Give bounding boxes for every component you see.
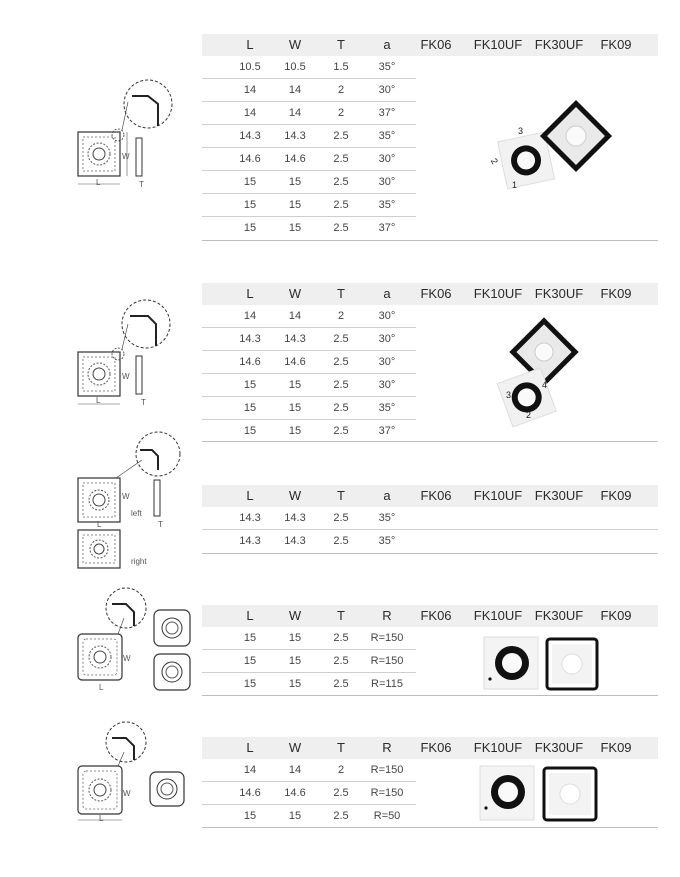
grade-fk09: FK09 [600, 740, 632, 755]
dim-label-t: T [141, 398, 146, 407]
col-a: a [383, 37, 391, 52]
cell-a: 37° [378, 107, 396, 119]
grade-fk30uf: FK30UF [534, 286, 584, 301]
col-w: W [288, 608, 302, 623]
cell-a: 35° [378, 512, 396, 524]
dim-label-w: W [122, 152, 130, 161]
dim-label-t: T [139, 180, 144, 189]
cell-t: 2.5 [333, 153, 349, 165]
cell-a: 35° [378, 402, 396, 414]
cell-w: 15 [288, 632, 302, 644]
cell-a: 30° [378, 333, 396, 345]
left-label: left [131, 509, 142, 518]
cell-w: 14 [288, 764, 302, 776]
dim-label-w: W [122, 492, 130, 501]
cell-w: 15 [288, 655, 302, 667]
cell-w: 14.3 [284, 333, 306, 345]
col-t: T [337, 488, 345, 503]
cell-l: 14.3 [239, 535, 261, 547]
cell-w: 15 [288, 425, 302, 437]
col-w: W [288, 488, 302, 503]
grade-fk06: FK06 [420, 608, 452, 623]
grade-fk09: FK09 [600, 286, 632, 301]
cell-l: 14 [243, 764, 257, 776]
cell-t: 2.5 [333, 512, 349, 524]
insert-mark: 1 [512, 180, 518, 190]
insert-product-photo [488, 100, 628, 195]
grade-fk30uf: FK30UF [534, 488, 584, 503]
grade-fk30uf: FK30UF [534, 740, 584, 755]
dim-label-l: L [99, 814, 104, 823]
grade-fk09: FK09 [600, 37, 632, 52]
cell-t: 2.5 [333, 176, 349, 188]
insert-product-photo [482, 633, 602, 693]
grade-fk10uf: FK10UF [473, 740, 523, 755]
cell-l: 15 [243, 176, 257, 188]
cell-a: 37° [378, 425, 396, 437]
cell-w: 14 [288, 107, 302, 119]
table-header [202, 34, 658, 56]
cell-l: 14.3 [239, 512, 261, 524]
table-row [202, 56, 658, 79]
col-l: L [246, 740, 254, 755]
cell-l: 15 [243, 222, 257, 234]
insert-mark: 4 [542, 380, 548, 390]
cell-w: 14.3 [284, 512, 306, 524]
dim-label-l: L [99, 683, 104, 692]
grade-fk06: FK06 [420, 286, 452, 301]
cell-w: 15 [288, 379, 302, 391]
cell-t: 2.5 [333, 130, 349, 142]
cell-l: 14.3 [239, 130, 261, 142]
cell-r: R=50 [373, 810, 401, 822]
insert-technical-drawing [74, 588, 194, 698]
grade-fk09: FK09 [600, 488, 632, 503]
cell-a: 37° [378, 222, 396, 234]
cell-w: 15 [288, 402, 302, 414]
table-header [202, 737, 658, 759]
cell-t: 2.5 [333, 425, 349, 437]
cell-t: 1.5 [333, 61, 349, 73]
dim-label-l: L [97, 520, 102, 529]
insert-mark: 3 [518, 126, 524, 136]
cell-w: 14.6 [284, 153, 306, 165]
cell-w: 14 [288, 84, 302, 96]
cell-l: 15 [243, 810, 257, 822]
col-t: T [337, 608, 345, 623]
grade-fk09: FK09 [600, 608, 632, 623]
cell-t: 2.5 [333, 810, 349, 822]
col-w: W [288, 286, 302, 301]
table-header [202, 605, 658, 627]
cell-t: 2 [337, 310, 345, 322]
cell-l: 15 [243, 425, 257, 437]
table-row [202, 194, 658, 217]
grade-fk06: FK06 [420, 740, 452, 755]
table-row [202, 217, 658, 240]
col-t: T [337, 37, 345, 52]
cell-l: 14.6 [239, 787, 261, 799]
right-label: right [131, 557, 147, 566]
insert-product-photo [478, 764, 602, 826]
cell-l: 14 [243, 84, 257, 96]
dim-label-w: W [123, 789, 131, 798]
cell-l: 15 [243, 632, 257, 644]
cell-l: 14.6 [239, 356, 261, 368]
cell-a: 35° [378, 199, 396, 211]
dim-label-w: W [122, 372, 130, 381]
table-row [202, 507, 658, 530]
cell-l: 10.5 [239, 61, 261, 73]
cell-a: 30° [378, 153, 396, 165]
cell-r: R=150 [370, 655, 404, 667]
col-w: W [288, 37, 302, 52]
table-header [202, 485, 658, 507]
cell-l: 15 [243, 379, 257, 391]
cell-l: 15 [243, 402, 257, 414]
cell-l: 14 [243, 107, 257, 119]
cell-w: 15 [288, 222, 302, 234]
cell-w: 14.3 [284, 535, 306, 547]
cell-t: 2.5 [333, 199, 349, 211]
col-w: W [288, 740, 302, 755]
cell-t: 2.5 [333, 787, 349, 799]
cell-t: 2.5 [333, 402, 349, 414]
dim-label-w: W [123, 654, 131, 663]
cell-t: 2.5 [333, 333, 349, 345]
table-header [202, 283, 658, 305]
insert-technical-drawing [70, 80, 180, 190]
cell-l: 15 [243, 678, 257, 690]
cell-w: 10.5 [284, 61, 306, 73]
cell-w: 14.6 [284, 787, 306, 799]
insert-product-photo [488, 318, 598, 428]
col-l: L [246, 37, 254, 52]
cell-r: R=150 [370, 764, 404, 776]
cell-w: 15 [288, 199, 302, 211]
cell-t: 2.5 [333, 535, 349, 547]
cell-a: 30° [378, 84, 396, 96]
cell-t: 2.5 [333, 632, 349, 644]
grade-fk10uf: FK10UF [473, 286, 523, 301]
grade-fk10uf: FK10UF [473, 608, 523, 623]
cell-t: 2 [337, 84, 345, 96]
grade-fk06: FK06 [420, 37, 452, 52]
grade-fk30uf: FK30UF [534, 608, 584, 623]
cell-a: 35° [378, 130, 396, 142]
grade-fk10uf: FK10UF [473, 488, 523, 503]
cell-l: 14.3 [239, 333, 261, 345]
cell-t: 2.5 [333, 655, 349, 667]
col-t: T [337, 740, 345, 755]
cell-t: 2.5 [333, 379, 349, 391]
cell-w: 15 [288, 678, 302, 690]
dim-label-l: L [96, 178, 101, 187]
table-row [202, 530, 658, 553]
table-row [202, 79, 658, 102]
col-t: T [337, 286, 345, 301]
cell-l: 14.6 [239, 153, 261, 165]
insert-mark: 2 [488, 156, 500, 166]
grade-fk06: FK06 [420, 488, 452, 503]
insert-technical-drawing [70, 300, 180, 410]
col-l: L [246, 286, 254, 301]
insert-technical-drawing [74, 720, 194, 830]
cell-w: 15 [288, 810, 302, 822]
cell-a: 30° [378, 379, 396, 391]
cell-l: 15 [243, 655, 257, 667]
col-r: R [382, 608, 392, 623]
cell-t: 2.5 [333, 678, 349, 690]
cell-w: 15 [288, 176, 302, 188]
grade-fk10uf: FK10UF [473, 37, 523, 52]
cell-l: 14 [243, 310, 257, 322]
cell-t: 2.5 [333, 222, 349, 234]
cell-t: 2.5 [333, 356, 349, 368]
cell-t: 2 [337, 764, 345, 776]
grade-fk30uf: FK30UF [534, 37, 584, 52]
insert-mark: 2 [526, 410, 532, 420]
insert-mark: 3 [506, 390, 512, 400]
cell-a: 35° [378, 535, 396, 547]
cell-r: R=150 [370, 632, 404, 644]
cell-a: 35° [378, 61, 396, 73]
cell-a: 30° [378, 310, 396, 322]
spec-table-3 [202, 485, 658, 553]
cell-w: 14.6 [284, 356, 306, 368]
cell-r: R=115 [371, 678, 403, 690]
cell-r: R=150 [370, 787, 404, 799]
dim-label-t: T [158, 520, 163, 529]
cell-l: 15 [243, 199, 257, 211]
col-l: L [246, 488, 254, 503]
cell-a: 30° [378, 356, 396, 368]
col-l: L [246, 608, 254, 623]
col-a: a [383, 488, 391, 503]
cell-w: 14 [288, 310, 302, 322]
cell-t: 2 [337, 107, 345, 119]
cell-w: 14.3 [284, 130, 306, 142]
cell-a: 30° [378, 176, 396, 188]
col-a: a [383, 286, 391, 301]
col-r: R [382, 740, 392, 755]
dim-label-l: L [96, 396, 101, 405]
